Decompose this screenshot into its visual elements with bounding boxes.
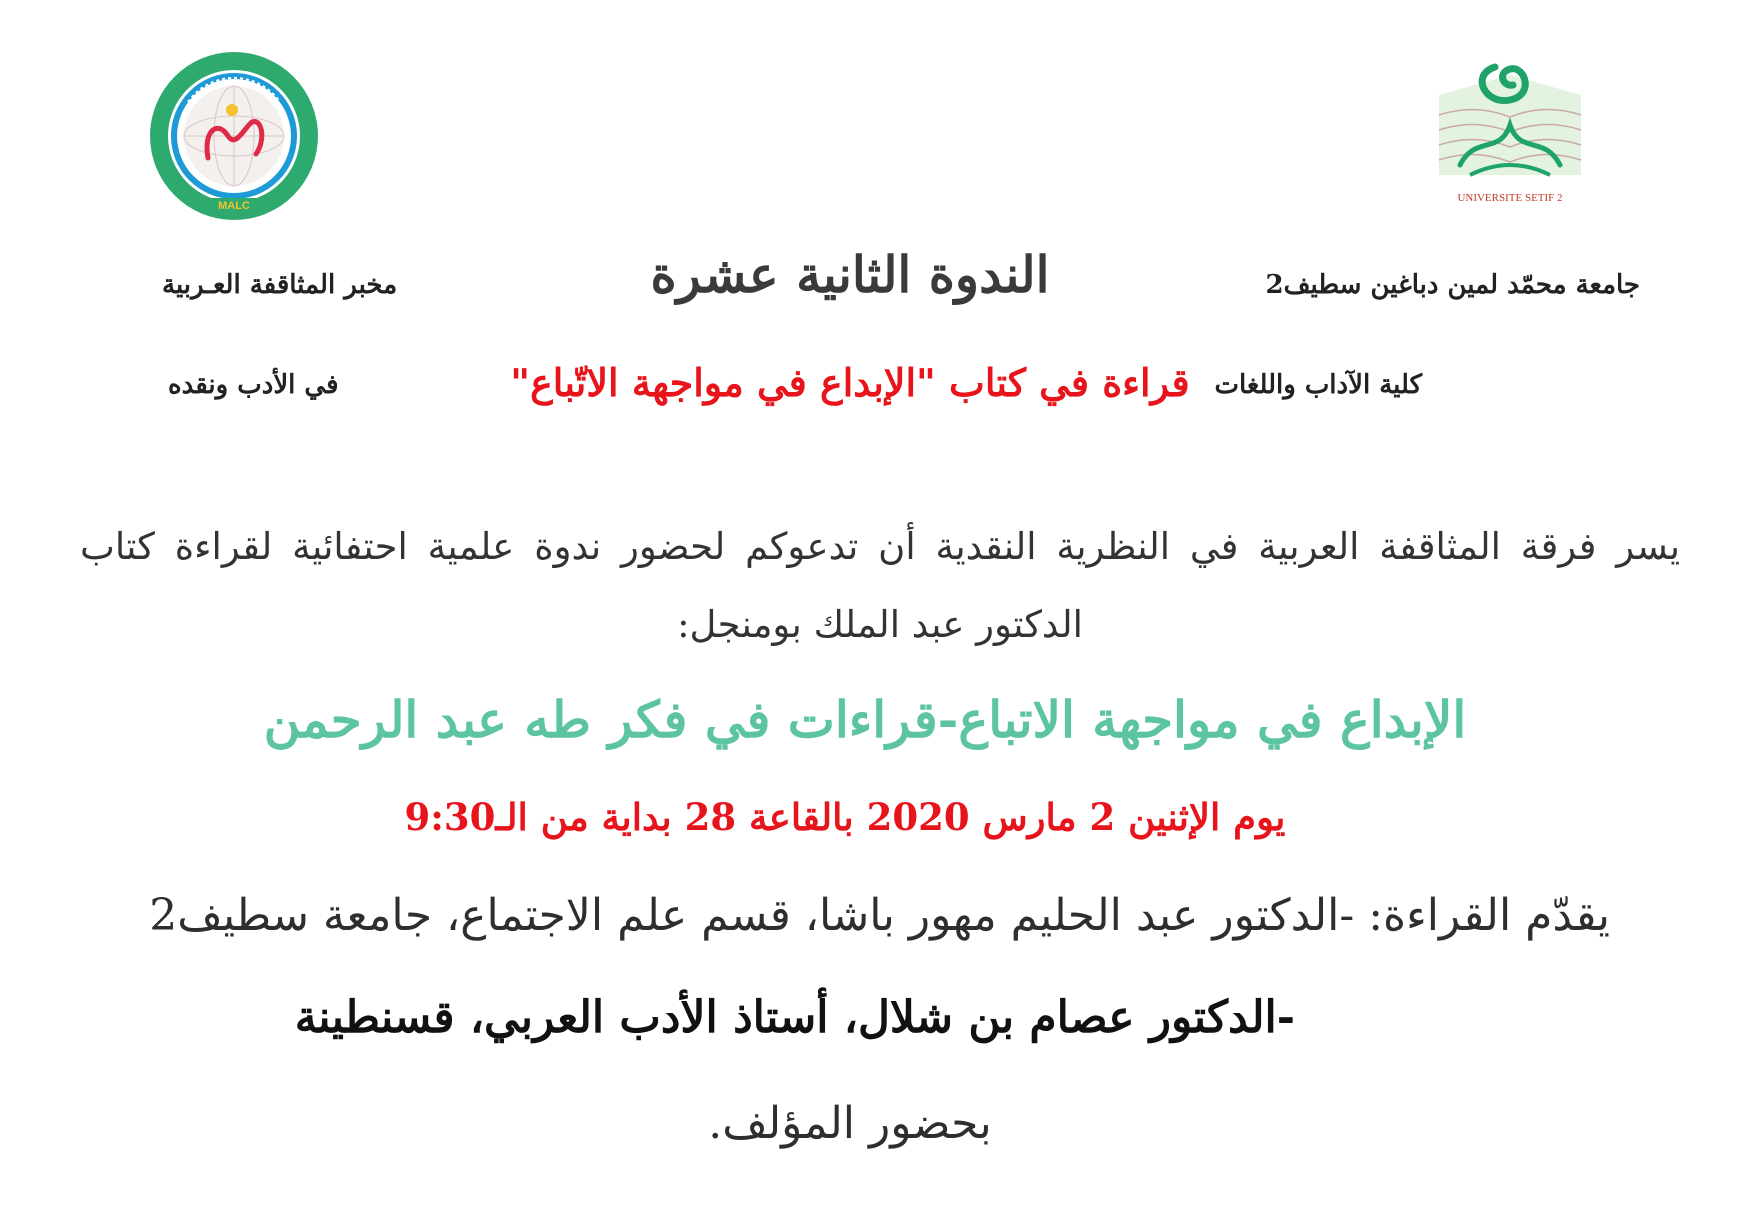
invitation-text: يسر فرقة المثاقفة العربية في النظرية النقدية أن تدعوكم لحضور ندوة علمية احتفائية لقراءة كتاب الدكتور عبد الملك بومنجل:	[80, 525, 1680, 646]
lab-logo-caption: MALC	[218, 200, 250, 212]
presenter-line-2: -الدكتور عصام بن شلال، أستاذ الأدب العربي، قسنطينة	[294, 992, 1295, 1043]
lab-logo	[148, 50, 320, 222]
university-name: جامعة محمّد لمين دباغين سطيف2	[1265, 270, 1640, 300]
faculty-name: كلية الآداب واللغات	[1214, 370, 1422, 400]
book-title: الإبداع في مواجهة الاتباع-قراءات في فكر طه عبد الرحمن	[263, 690, 1467, 749]
lab-name: مخبر المثاقفة العـربية	[162, 270, 398, 300]
lab-name-subline: في الأدب ونقده	[168, 370, 339, 400]
closing-note: بحضور المؤلف.	[708, 1098, 992, 1149]
event-subtitle: قراءة في كتاب "الإبداع في مواجهة الاتّباع"	[510, 360, 1190, 405]
university-logo-caption: UNIVERSITE SETIF 2	[1457, 192, 1563, 204]
event-date: يوم الإثنين 2 مارس 2020 بالقاعة 28 بداية من الـ9:30	[404, 795, 1286, 839]
page-title: الندوة الثانية عشرة	[650, 245, 1050, 304]
university-logo	[1425, 55, 1595, 215]
presenter-line-1: يقدّم القراءة: -الدكتور عبد الحليم مهور باشا، قسم علم الاجتماع، جامعة سطيف2	[149, 890, 1610, 941]
